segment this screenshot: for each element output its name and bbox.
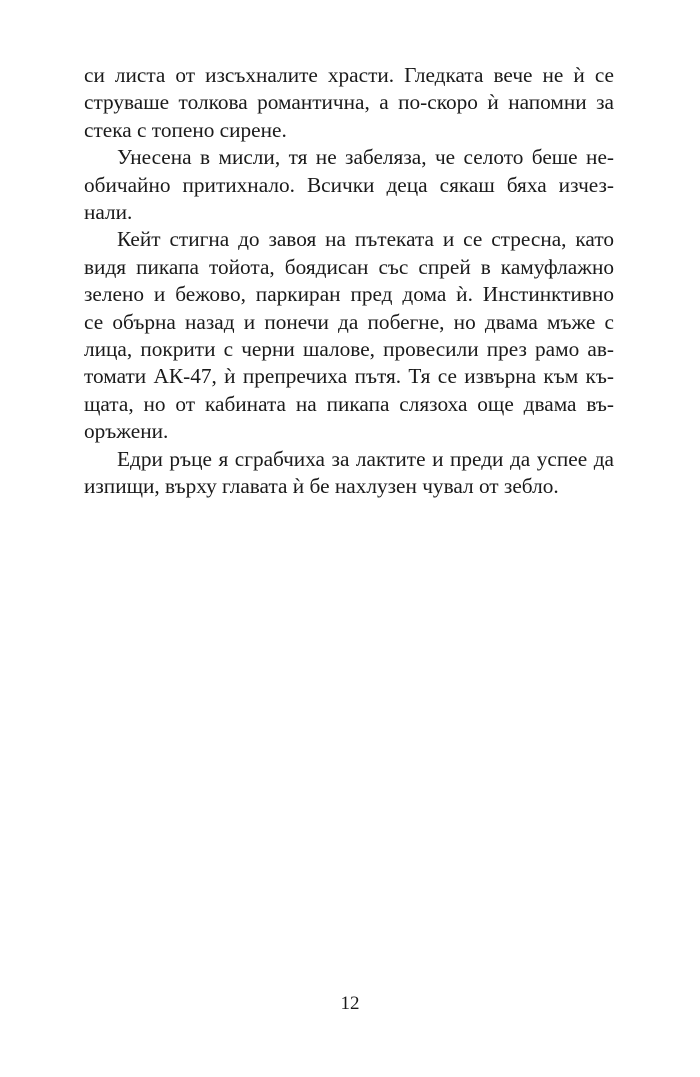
text-line: видя пикапа тойота, боядисан със спрей в камуфлажно xyxy=(84,254,614,279)
paragraph xyxy=(84,226,614,445)
text-line: лица, покрити с черни шалове, провесили през рамо ав- xyxy=(84,337,614,362)
text-line: се обърна назад и понечи да побегне, но двама мъже с xyxy=(84,309,614,334)
text-line: зелено и бежово, паркиран пред дома ѝ. Инстинктивно xyxy=(84,282,614,307)
text-line: щата, но от кабината на пикапа слязоха още двама въ- xyxy=(84,391,614,416)
text-line: Едри ръце я сграбчиха за лактите и преди да успее да xyxy=(117,446,614,471)
paragraph xyxy=(84,446,614,501)
body-text xyxy=(84,62,614,501)
text-line: изпищи, върху главата ѝ бе нахлузен чувал от зебло. xyxy=(84,474,559,499)
text-line: оръжени. xyxy=(84,419,169,444)
paragraph xyxy=(84,62,614,144)
text-line: обичайно притихнало. Всички деца сякаш бяха изчез- xyxy=(84,172,614,197)
text-line: Кейт стигна до завоя на пътеката и се стресна, като xyxy=(117,227,614,252)
text-line: струваше толкова романтична, а по-скоро ѝ напомни за xyxy=(84,90,614,115)
page-number: 12 xyxy=(340,993,360,1014)
text-line: нали. xyxy=(84,200,133,225)
text-line: томати АК-47, ѝ препречиха пътя. Тя се извърна към къ- xyxy=(84,364,614,389)
paragraph xyxy=(84,144,614,226)
text-line: стека с топено сирене. xyxy=(84,117,287,142)
text-line: си листа от изсъхналите храсти. Гледката вече не ѝ се xyxy=(84,63,614,87)
text-line: Унесена в мисли, тя не забеляза, че селото беше не- xyxy=(117,145,614,170)
